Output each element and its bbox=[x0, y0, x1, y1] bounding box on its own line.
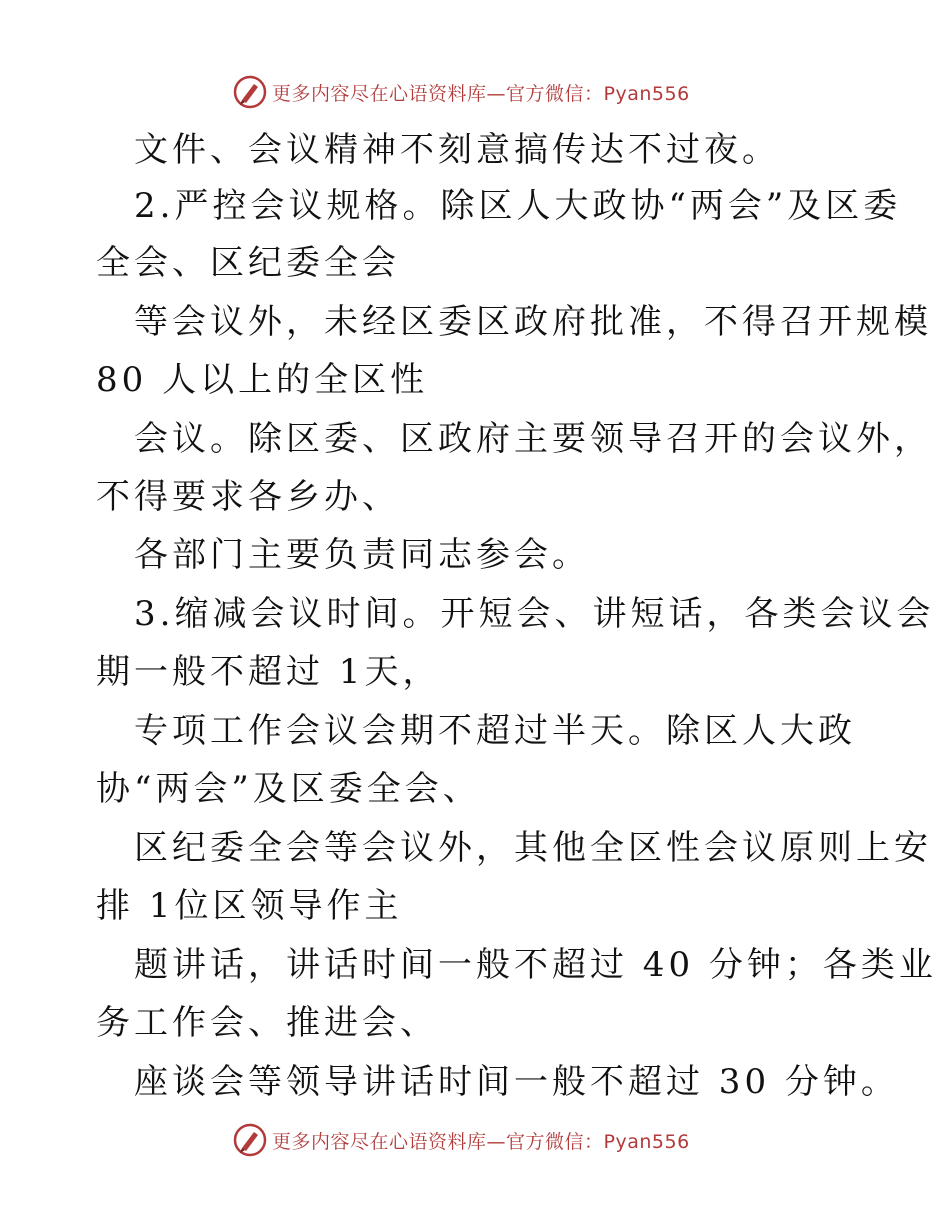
text-line: 会议。除区委、区政府主要领导召开的会议外， bbox=[134, 419, 932, 459]
pen-circle-logo-icon bbox=[232, 74, 268, 110]
text-line: 排 1位区领导作主 bbox=[96, 886, 403, 926]
watermark-text: 更多内容尽在心语资料库—官方微信：Pyan556 bbox=[272, 1130, 690, 1153]
text-line: 全会、区纪委全会 bbox=[96, 243, 400, 283]
text-line: 区纪委全会等会议外，其他全区性会议原则上安 bbox=[134, 828, 932, 868]
header-watermark bbox=[0, 72, 950, 112]
text-line: 务工作会、推进会、 bbox=[96, 1003, 438, 1043]
text-line: 座谈会等领导讲话时间一般不超过 30 分钟。 bbox=[134, 1062, 899, 1102]
watermark-text: 更多内容尽在心语资料库—官方微信：Pyan556 bbox=[272, 82, 690, 105]
text-line: 文件、会议精神不刻意搞传达不过夜。 bbox=[134, 130, 780, 170]
text-line: 80 人以上的全区性 bbox=[96, 360, 429, 400]
text-line: 不得要求各乡办、 bbox=[96, 477, 400, 517]
text-line: 3.缩减会议时间。开短会、讲短话，各类会议会 bbox=[134, 594, 935, 634]
text-line: 等会议外，未经区委区政府批准，不得召开规模 bbox=[134, 302, 932, 342]
text-line: 2.严控会议规格。除区人大政协“两会”及区委 bbox=[134, 186, 902, 226]
text-line: 期一般不超过 1天， bbox=[96, 652, 441, 692]
pen-circle-logo-icon bbox=[232, 1122, 268, 1158]
text-line: 题讲话，讲话时间一般不超过 40 分钟；各类业 bbox=[134, 945, 937, 985]
text-line: 专项工作会议会期不超过半天。除区人大政 bbox=[134, 711, 856, 751]
text-line: 协“两会”及区委全会、 bbox=[96, 769, 481, 809]
text-line: 各部门主要负责同志参会。 bbox=[134, 535, 590, 575]
footer-watermark bbox=[0, 1120, 950, 1160]
